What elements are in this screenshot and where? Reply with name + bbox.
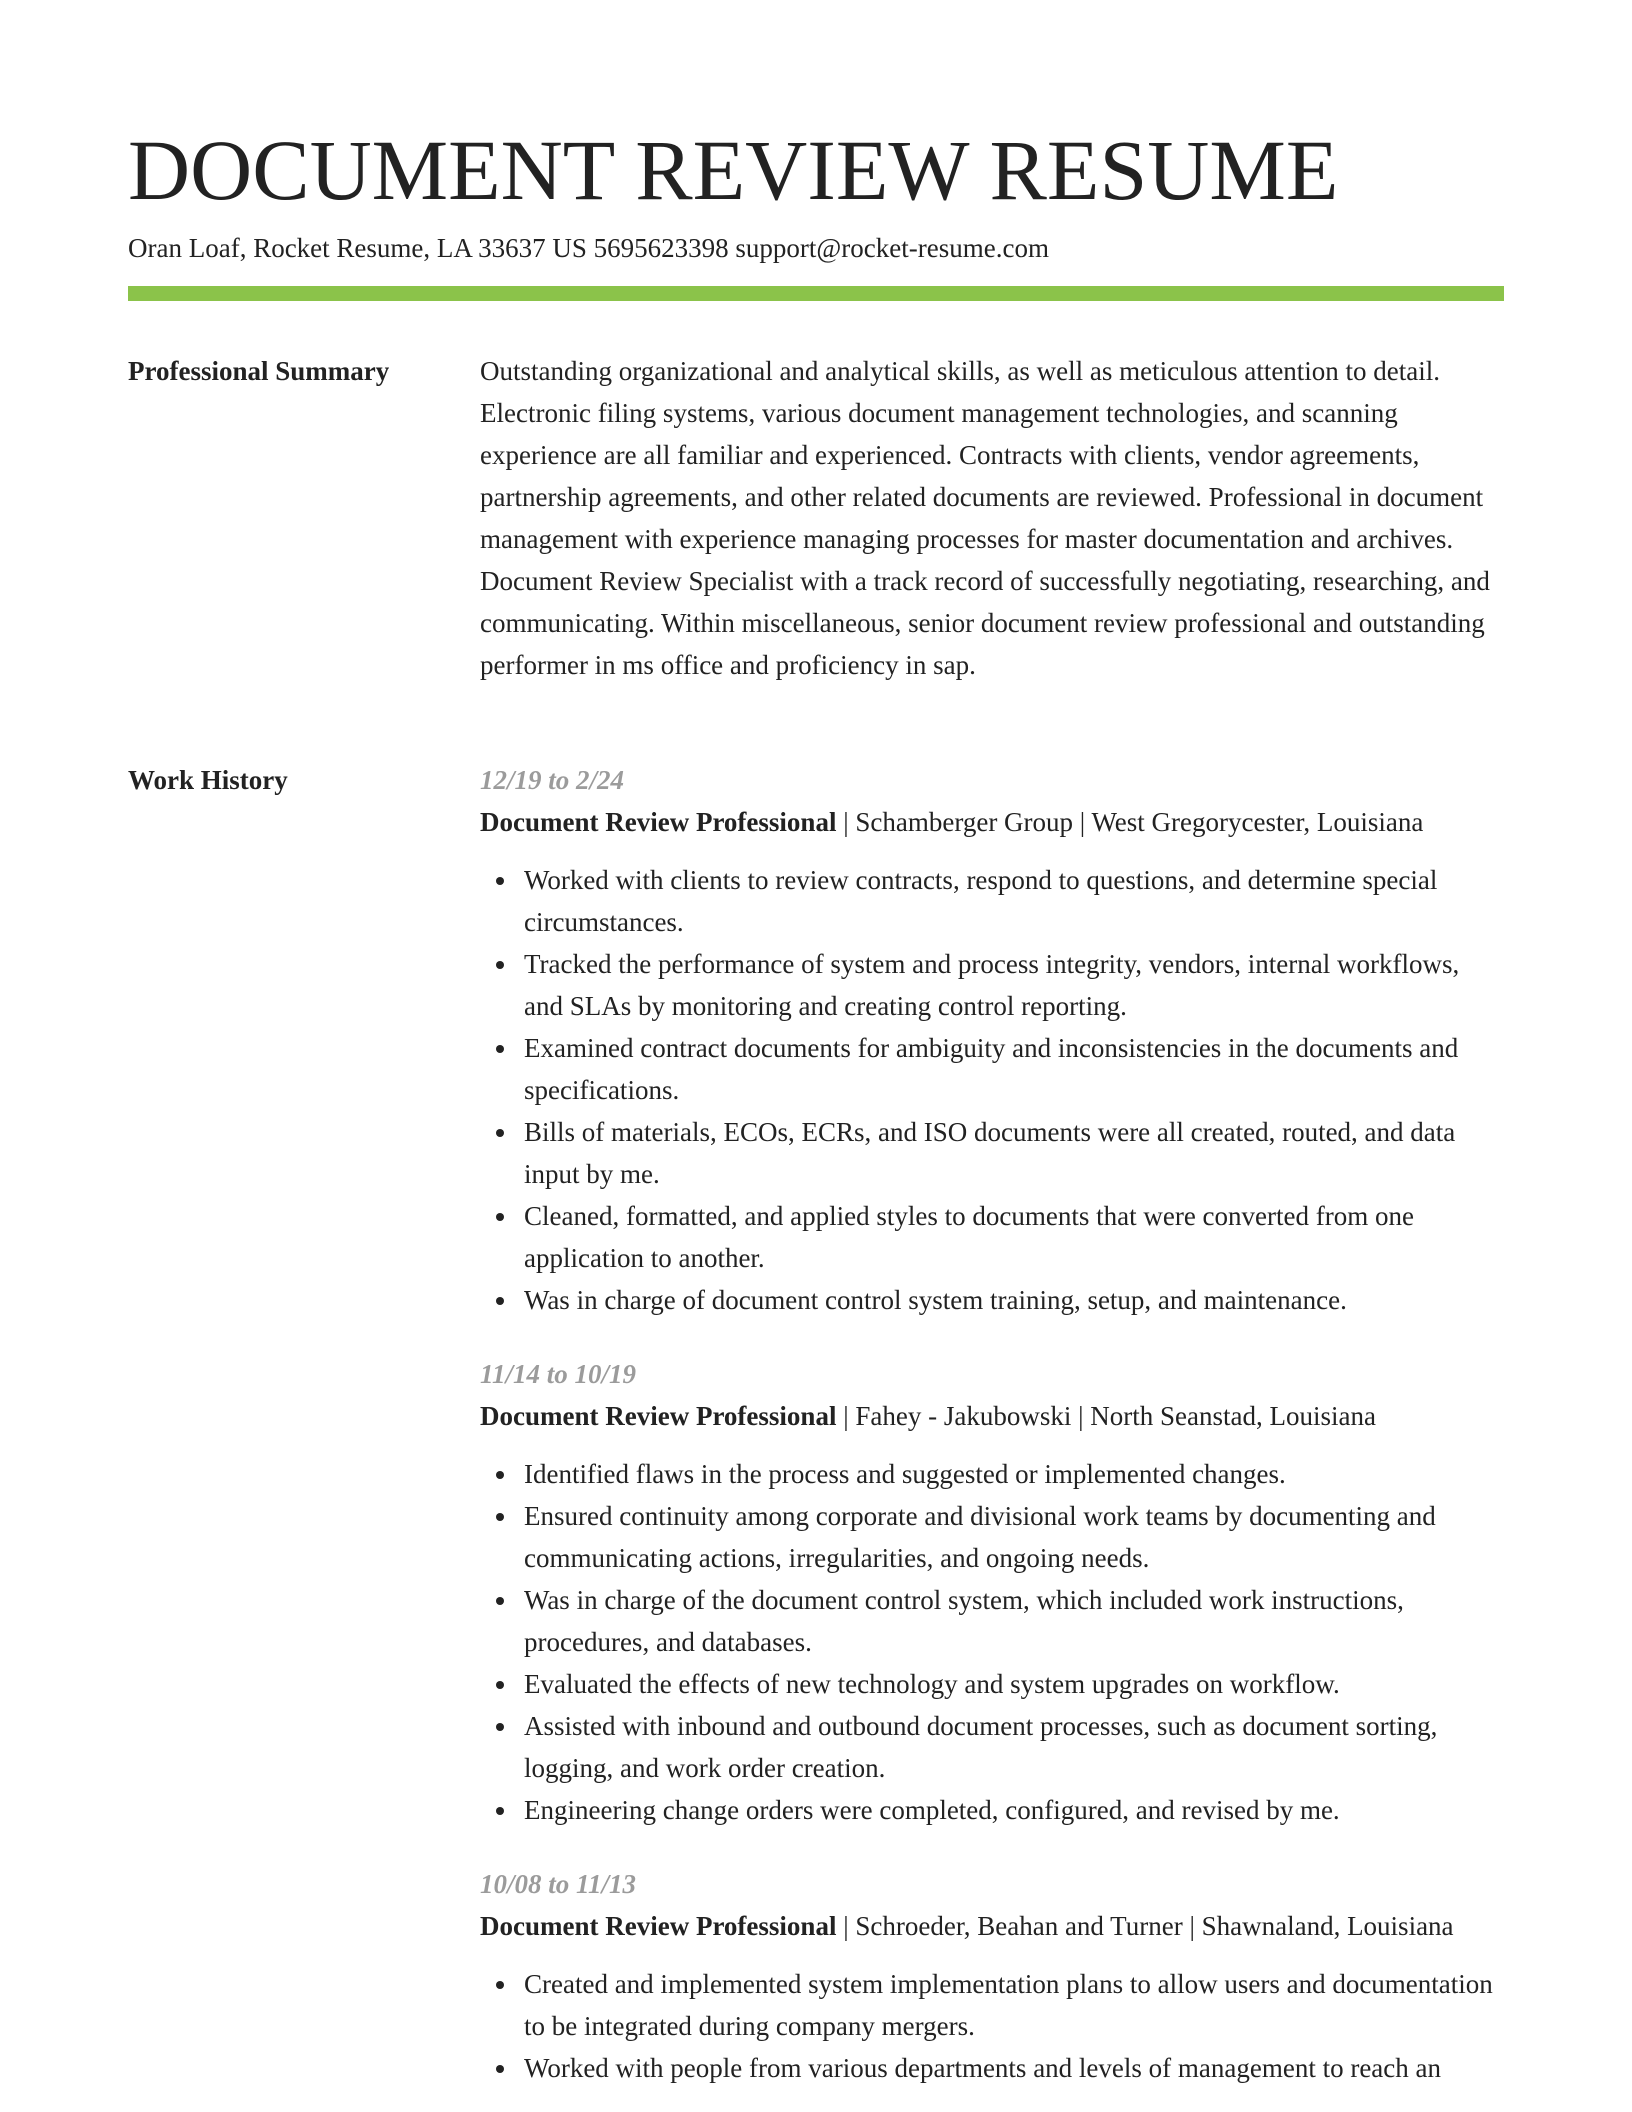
summary-text: Outstanding organizational and analytical skills, as well as meticulous attention to detail. Electronic filing systems, various document management technologies, and scanning experience are all familiar and experienced. Contracts with clients, vendor agreements, partnership agreements, and other related documents are reviewed. Professional in document management with experience managing processes for master documentation and archives. Document Review Specialist with a track record of successfully negotiating, researching, and communicating. Within miscellaneous, senior document review professional and outstanding performer in ms office and proficiency in sap. xyxy=(480,356,1490,680)
job-bullet xyxy=(524,1963,1504,2047)
bullet-dot-icon xyxy=(496,2065,504,2073)
bullet-text: Was in charge of the document control system, which included work instructions, procedures, and databases. xyxy=(524,1585,1404,1657)
bullet-dot-icon xyxy=(496,1597,504,1605)
job-bullet xyxy=(524,943,1504,1027)
bullet-dot-icon xyxy=(496,877,504,885)
bullet-dot-icon xyxy=(496,1297,504,1305)
job-bullet xyxy=(524,1111,1504,1195)
job-entry xyxy=(480,1353,1504,1831)
bullet-text: Evaluated the effects of new technology and system upgrades on workflow. xyxy=(524,1669,1340,1699)
resume-title: DOCUMENT REVIEW RESUME xyxy=(128,122,1339,218)
bullet-dot-icon xyxy=(496,1513,504,1521)
job-bullet xyxy=(524,1663,1504,1705)
job-bullet xyxy=(524,1789,1504,1831)
job-heading xyxy=(480,1905,1504,1947)
job-bullet-list xyxy=(480,859,1504,1321)
job-entry xyxy=(480,759,1504,1321)
bullet-text: Assisted with inbound and outbound document processes, such as document sorting, logging, and work order creation. xyxy=(524,1711,1438,1783)
job-bullet xyxy=(524,1495,1504,1579)
job-bullet xyxy=(524,1027,1504,1111)
bullet-text: Worked with people from various departments and levels of management to reach an xyxy=(524,2053,1442,2083)
job-bullet xyxy=(524,1579,1504,1663)
job-bullet-list xyxy=(480,1963,1504,2089)
bullet-text: Examined contract documents for ambiguity and inconsistencies in the documents and specifications. xyxy=(524,1033,1459,1105)
job-dates: 12/19 to 2/24 xyxy=(480,765,625,795)
job-heading xyxy=(480,1395,1504,1437)
bullet-dot-icon xyxy=(496,1213,504,1221)
bullet-text: Tracked the performance of system and process integrity, vendors, internal workflows, and SLAs by monitoring and creating control reporting. xyxy=(524,949,1460,1021)
job-employer-location: | Schroeder, Beahan and Turner | Shawnaland, Louisiana xyxy=(836,1911,1454,1941)
job-bullet-list xyxy=(480,1453,1504,1831)
job-dates: 11/14 to 10/19 xyxy=(480,1359,637,1389)
job-employer-location: | Fahey - Jakubowski | North Seanstad, Louisiana xyxy=(836,1401,1376,1431)
job-bullet xyxy=(524,1279,1504,1321)
bullet-dot-icon xyxy=(496,1807,504,1815)
bullet-text: Created and implemented system implementation plans to allow users and documentation to be integrated during company mergers. xyxy=(524,1969,1493,2041)
bullet-dot-icon xyxy=(496,1723,504,1731)
job-employer-location: | Schamberger Group | West Gregorycester, Louisiana xyxy=(836,807,1424,837)
bullet-text: Worked with clients to review contracts, respond to questions, and determine special circumstances. xyxy=(524,865,1438,937)
job-bullet xyxy=(524,1705,1504,1789)
bullet-dot-icon xyxy=(496,1129,504,1137)
work-history-heading: Work History xyxy=(128,765,288,795)
bullet-text: Was in charge of document control system training, setup, and maintenance. xyxy=(524,1285,1347,1315)
bullet-text: Engineering change orders were completed, configured, and revised by me. xyxy=(524,1795,1340,1825)
accent-divider xyxy=(128,286,1504,301)
job-bullet xyxy=(524,1195,1504,1279)
job-entry xyxy=(480,1863,1504,2089)
bullet-text: Cleaned, formatted, and applied styles to documents that were converted from one application to another. xyxy=(524,1201,1414,1273)
contact-line: Oran Loaf, Rocket Resume, LA 33637 US 5695623398 support@rocket-resume.com xyxy=(128,233,1049,263)
job-bullet xyxy=(524,859,1504,943)
bullet-text: Identified flaws in the process and suggested or implemented changes. xyxy=(524,1459,1286,1489)
job-bullet xyxy=(524,2047,1504,2089)
job-title: Document Review Professional xyxy=(480,1401,837,1431)
job-dates: 10/08 to 11/13 xyxy=(480,1869,637,1899)
job-bullet xyxy=(524,1453,1504,1495)
summary-section xyxy=(480,350,1504,686)
bullet-dot-icon xyxy=(496,1045,504,1053)
bullet-dot-icon xyxy=(496,961,504,969)
job-title: Document Review Professional xyxy=(480,807,837,837)
bullet-dot-icon xyxy=(496,1981,504,1989)
bullet-dot-icon xyxy=(496,1681,504,1689)
work-history-section xyxy=(480,759,1504,2105)
bullet-dot-icon xyxy=(496,1471,504,1479)
bullet-text: Ensured continuity among corporate and divisional work teams by documenting and communicating actions, irregularities, and ongoing needs. xyxy=(524,1501,1436,1573)
job-title: Document Review Professional xyxy=(480,1911,837,1941)
bullet-text: Bills of materials, ECOs, ECRs, and ISO documents were all created, routed, and data input by me. xyxy=(524,1117,1456,1189)
job-heading xyxy=(480,801,1504,843)
summary-heading: Professional Summary xyxy=(128,356,390,386)
